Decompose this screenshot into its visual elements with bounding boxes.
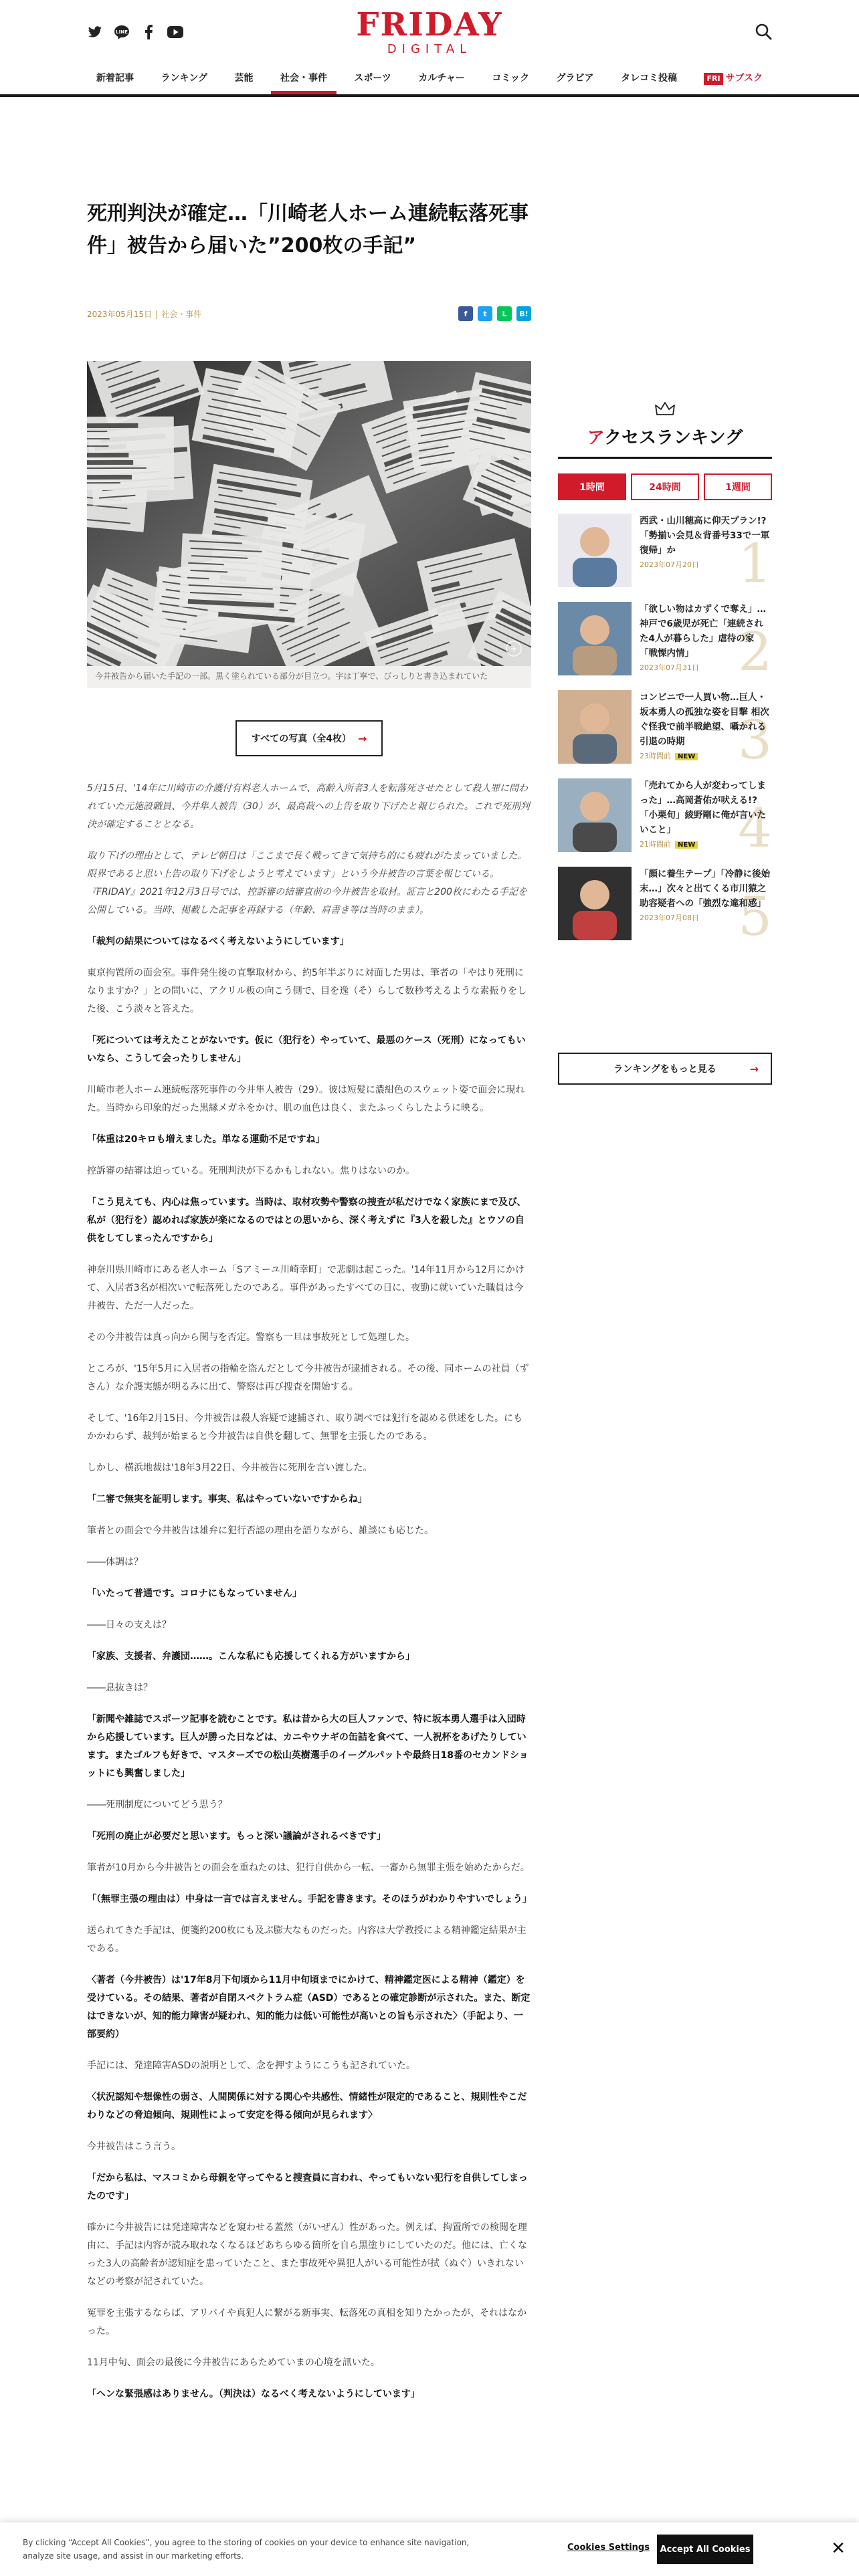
article-paragraph: ――体調は？ bbox=[87, 1557, 143, 1568]
article-paragraph: ところが、'15年5月に入居者の指輪を盗んだとして今井被告が逮捕される。その後、同ホームの社員（ずさん）な介護実態が明るみに出て、警察は再び捜査を開始する。 bbox=[87, 1364, 529, 1392]
article-quote: 「だから私は、マスコミから母親を守ってやると捜査員に言われ、やってもいない犯行を自供してしまったのです」 bbox=[87, 2173, 528, 2202]
tab-1hour[interactable]: 1時間 bbox=[558, 473, 626, 500]
ranking-text bbox=[640, 602, 772, 687]
ranking-item[interactable] bbox=[558, 511, 772, 599]
ranking-thumbnail bbox=[558, 778, 632, 852]
nav-subscription[interactable] bbox=[694, 68, 772, 94]
ranking-more-label: ランキングをもっと見る bbox=[613, 1064, 717, 1075]
nav-entertainment[interactable]: 芸能 bbox=[234, 73, 254, 84]
ranking-text bbox=[640, 867, 772, 952]
logo-main: FRIDAY bbox=[356, 6, 503, 43]
article-paragraph: 筆者との面会で今井被告は雄弁に犯行否認の理由を語りながら、雑談にも応じた。 bbox=[87, 1525, 434, 1536]
cookie-settings-button[interactable]: Cookies Settings bbox=[567, 2543, 650, 2553]
crown-icon bbox=[655, 401, 675, 417]
article-date: 2023年05月15日 bbox=[87, 310, 153, 319]
article-quote: 「死刑の廃止が必要だと思います。もっと深い議論がされるべきです」 bbox=[87, 1831, 386, 1842]
ranking-headline: 「顔に養生テープ」「冷静に後始末…」次々と出てくる市川猿之助容疑者への「強烈な違和感」 bbox=[640, 869, 771, 909]
ranking-thumbnail bbox=[558, 514, 632, 587]
ranking-more-button[interactable] bbox=[558, 1053, 772, 1085]
article-quote: 「体重は20キロも増えました。単なる運動不足ですね」 bbox=[87, 1134, 325, 1145]
article-paragraph: 5月15日、'14年に川崎市の介護付有料老人ホームで、高齢入所者3人を転落死させたとして殺人罪に問われていた元施設職員、今井隼人被告（30）が、最高裁への上告を取り下げたと報じられた。これで死刑判決が確定することとなる。 bbox=[87, 783, 530, 830]
ranking-title: アクセスランキング bbox=[558, 424, 772, 459]
all-photos-label: すべての写真（全4枚） bbox=[251, 734, 352, 744]
ranking-item[interactable] bbox=[558, 687, 772, 776]
site-logo[interactable] bbox=[0, 7, 859, 56]
sidebar bbox=[558, 401, 772, 1085]
article-paragraph: 東京拘置所の面会室。事件発生後の直撃取材から、約5年半ぶりに対面した男は、筆者の「やはり死刑になりますか？」との問いに、アクリル板の向こう側で、目を逸（そ）らして数秒考えるような素振りをした後、こう淡々と答えた。 bbox=[87, 968, 527, 1014]
article-body bbox=[87, 780, 531, 2417]
article-paragraph: 今井被告はこう言う。 bbox=[87, 2141, 181, 2152]
nav-comic[interactable]: コミック bbox=[492, 73, 530, 84]
ranking-number: 2 bbox=[738, 621, 772, 683]
nav-culture[interactable]: カルチャー bbox=[418, 73, 465, 84]
article-paragraph: 川崎市老人ホーム連続転落死事件の今井隼人被告（29）。彼は短髪に濃紺色のスウェット姿で面会に現れた。当時から印象的だった黒縁メガネをかけ、肌の血色は良く、またふっくらしたように映る。 bbox=[87, 1085, 525, 1113]
site-header bbox=[0, 0, 859, 97]
line-share-icon[interactable]: L bbox=[497, 306, 512, 321]
ranking-thumbnail bbox=[558, 602, 632, 675]
article-paragraph: 筆者が10月から今井被告との面会を重ねたのは、犯行自供から一転、一審から無罪主張を始めたからだ。 bbox=[87, 1862, 530, 1873]
article-quote: 〈著者（今井被告）は'17年8月下旬頃から11月中旬頃までにかけて、精神鑑定医による精神（鑑定）を受けている。その結果、著者が自閉スペクトラム症（ASD）であるとの確定診断が示された。また、断定はできないが、知的能力障害が疑われ、知的能力は低い可能性が高いとの旨も示された〉（手記より、一部要約） bbox=[87, 1975, 531, 2040]
article-quote: 「（無罪主張の理由は）中身は一言では言えません。手記を書きます。そのほうがわかりやすいでしょう」 bbox=[87, 1894, 532, 1905]
ranking-number: 1 bbox=[738, 532, 772, 595]
article-paragraph: 確かに今井被告には発達障害などを窺わせる蓋然（がいぜん）性があった。例えば、拘置所での検閲を理由に、手記は内容が読み取れなくなるほどあちらゆる箇所を自ら黒塗りにしていたのだ。他には、亡くなった3人の高齢者が認知症を患っていたこと、また事故死や異犯人がいる可能性が拭（ぬぐ）いきれないなどの考察が記されていた。 bbox=[87, 2222, 527, 2287]
ranking-text bbox=[640, 778, 772, 864]
article-paragraph: ――息抜きは？ bbox=[87, 1683, 153, 1693]
main-nav bbox=[87, 68, 772, 94]
article-paragraph: 送られてきた手記は、便箋約200枚にも及ぶ膨大なものだった。内容は大学教授による精神鑑定結果が主である。 bbox=[87, 1925, 527, 1954]
article-paragraph: 控訴審の結審は迫っている。死刑判決が下るかもしれない。焦りはないのか。 bbox=[87, 1166, 415, 1176]
ranking-tabs bbox=[558, 473, 772, 500]
arrow-right-icon: → bbox=[358, 732, 367, 745]
ranking-thumbnail bbox=[558, 690, 632, 764]
ranking-item[interactable] bbox=[558, 776, 772, 864]
search-icon[interactable] bbox=[755, 23, 775, 43]
ranking-headline: コンビニで一人買い物…巨人・坂本勇人の孤独な姿を目撃 相次ぐ怪我で前半戦絶望、囁かれる引退の時期 bbox=[640, 692, 769, 747]
article-paragraph: 手記には、発達障害ASDの説明として、念を押すようにこうも記されていた。 bbox=[87, 2060, 415, 2071]
article-quote: 「いたって普通です。コロナにもなっていません」 bbox=[87, 1588, 302, 1599]
cookie-banner bbox=[0, 2523, 859, 2576]
article-quote: 〈状況認知や想像性の弱さ、人間関係に対する関心や共感性、情緒性が限定的であること、規則性やこだわりなどの脅迫傾向、規則性によって安定を得る傾向が見られます〉 bbox=[87, 2092, 527, 2121]
ranking-number: 4 bbox=[738, 797, 772, 859]
article-paragraph: 11月中旬、面会の最後に今井被告にあらためていまの心境を訊いた。 bbox=[87, 2357, 380, 2368]
article-quote: 「死については考えたことがないです。仮に（犯行を）やっていて、最悪のケース（死刑）になってもいいなら、こうして会ったりしません」 bbox=[87, 1035, 526, 1064]
ranking-date: 2023年07月31日 bbox=[640, 663, 699, 672]
article-paragraph: 神奈川県川崎市にある老人ホーム「Sアミーユ川崎幸町」で悲劇は起こった。'14年11月から12月にかけて、入居者3名が相次いで転落死したのである。事件があったすべての日に、夜勤に就いていた職員は今井被告、ただ一人だった。 bbox=[87, 1265, 524, 1311]
article-paragraph: しかし、横浜地裁は'18年3月22日、今井被告に死刑を言い渡した。 bbox=[87, 1463, 373, 1473]
ranking-item[interactable] bbox=[558, 864, 772, 952]
article-header bbox=[87, 198, 531, 319]
article-title: 死刑判決が確定…「川崎老人ホーム連続転落死事件」被告から届いた”200枚の手記” bbox=[87, 202, 529, 257]
article-quote: 「二審で無実を証明します。事実、私はやっていないですからね」 bbox=[87, 1494, 367, 1505]
ranking-number: 5 bbox=[738, 885, 772, 948]
cookie-text: By clicking “Accept All Cookies”, you agree to the storing of cookies on your device to enhance site navigation, analyze site usage, and assist in our marketing efforts. bbox=[23, 2538, 470, 2561]
meta-separator: | bbox=[155, 310, 159, 319]
close-icon[interactable]: ✕ bbox=[831, 2539, 846, 2559]
hatena-share-icon[interactable]: B! bbox=[516, 306, 531, 321]
tab-1week[interactable]: 1週間 bbox=[704, 473, 772, 500]
nav-tip-post[interactable]: タレコミ投稿 bbox=[621, 73, 677, 84]
share-buttons bbox=[458, 306, 531, 321]
ranking-headline: 「欲しい物はカずくで奪え」…神戸で6歳児が死亡「連続された4人が暮らした」虐待の家「戦慄内情」 bbox=[640, 604, 766, 659]
logo-sub: DIGITAL bbox=[387, 42, 472, 56]
nav-subscription-label: サブスク bbox=[725, 73, 763, 84]
ranking-text bbox=[640, 514, 772, 599]
photo-caption: 今井被告から届いた手記の一部。黒く塗られている部分が目立つ。字は丁寧で、びっしりと書き込まれていた bbox=[87, 666, 531, 688]
ranking-thumbnail bbox=[558, 867, 632, 940]
all-photos-button[interactable] bbox=[235, 720, 383, 756]
ranking-date: 2023年07月20日 bbox=[640, 560, 699, 569]
article-paragraph: ――日々の支えは？ bbox=[87, 1620, 171, 1630]
svg-text:LINE: LINE bbox=[116, 29, 128, 35]
article-quote: 「こう見えても、内心は焦っています。当時は、取材攻勢や警察の捜査が私だけでなく家族にまで及び、私が（犯行を）認めれば家族が楽になるのではとの思いから、深く考えずに『3人を殺した』とウソの自供をしてしまったんですから」 bbox=[87, 1197, 527, 1244]
nav-ranking[interactable]: ランキング bbox=[161, 73, 208, 84]
twitter-share-icon[interactable]: t bbox=[478, 306, 492, 321]
ranking-list bbox=[558, 511, 772, 952]
article-paragraph: そして、'16年2月15日、今井被告は殺人容疑で逮捕され、取り調べでは犯行を認める供述をした。にもかかわらず、裁判が始まると今井被告は自供を翻して、無罪を主張したのである。 bbox=[87, 1413, 522, 1442]
new-badge: NEW bbox=[675, 841, 698, 849]
new-badge: NEW bbox=[675, 753, 698, 760]
article-quote: 「家族、支援者、弁護団……。こんな私にも応援してくれる方がいますから」 bbox=[87, 1651, 415, 1662]
ranking-item[interactable] bbox=[558, 599, 772, 687]
tab-24hours[interactable]: 24時間 bbox=[631, 473, 699, 500]
fri-badge: FRI bbox=[704, 73, 723, 85]
accept-cookies-button[interactable]: Accept All Cookies bbox=[657, 2535, 753, 2564]
ranking-text bbox=[640, 690, 772, 776]
nav-society[interactable]: 社会・事件 bbox=[271, 68, 337, 94]
ranking-date: 2023年07月08日 bbox=[640, 914, 699, 922]
article-category[interactable]: 社会・事件 bbox=[161, 310, 202, 319]
nav-gravure[interactable]: グラビア bbox=[556, 73, 594, 84]
article-quote: 「裁判の結果についてはなるべく考えないようにしています」 bbox=[87, 936, 349, 947]
ranking-date: 21時間前 NEW bbox=[640, 839, 772, 849]
article-paragraph: ――死刑制度についてどう思う？ bbox=[87, 1800, 227, 1810]
article-quote: 「新聞や雑誌でスポーツ記事を読むことです。私は昔から大の巨人ファンで、特に坂本勇人選手は入団時から応援しています。巨人が勝った日などは、カニやウナギの缶詰を食べて、一人祝杯をあげたりしています。またゴルフも好きで、マスターズでの松山英樹選手のイーグルパットや最終日18番のセカンドショットにも興奮しました」 bbox=[87, 1714, 529, 1779]
article-paragraph: 冤罪を主張するならば、アリバイや真犯人に繋がる新事実、転落死の真相を知りたかったが、それはなかった。 bbox=[87, 2308, 527, 2337]
ranking-date: 23時間前 NEW bbox=[640, 750, 772, 761]
arrow-right-icon: → bbox=[749, 1062, 759, 1075]
nav-new[interactable]: 新着記事 bbox=[96, 73, 134, 84]
article-quote: 「ヘンな緊張感はありません。（判決は）なるべく考えないようにしています」 bbox=[87, 2389, 420, 2399]
article-photo[interactable] bbox=[87, 361, 531, 666]
article-paragraph: その今井被告は真っ向から関与を否定。警察も一旦は事故死として処理した。 bbox=[87, 1332, 415, 1343]
ranking-headline: 西武・山川穂高に仰天プラン!?「勢揃い会見＆背番号33で一軍復帰」か bbox=[640, 516, 770, 556]
ranking-headline: 「売れてから人が変わってしまった」…高岡蒼佑が吠える!?「小栗旬」綾野剛に俺が言いたいこと」 bbox=[640, 780, 766, 835]
nav-sports[interactable]: スポーツ bbox=[354, 73, 391, 84]
ranking-number: 3 bbox=[738, 709, 772, 771]
article-meta bbox=[87, 305, 531, 324]
article-paragraph: 取り下げの理由として、テレビ朝日は「ここまで長く戦ってきて気持ち的にも疲れがたまっていました。限界であると思い上告の取り下げをしようと考えています」という今井被告の言葉を報じている。『FRIDAY』2021年12月3日号では、控訴審の結審直前の今井被告を取材。証言と200枚にわたる手記を公開している。当時、掲載した記事を再録する（年齢、肩書き等は当時のまま）。 bbox=[87, 851, 527, 916]
facebook-share-icon[interactable]: f bbox=[458, 306, 473, 321]
